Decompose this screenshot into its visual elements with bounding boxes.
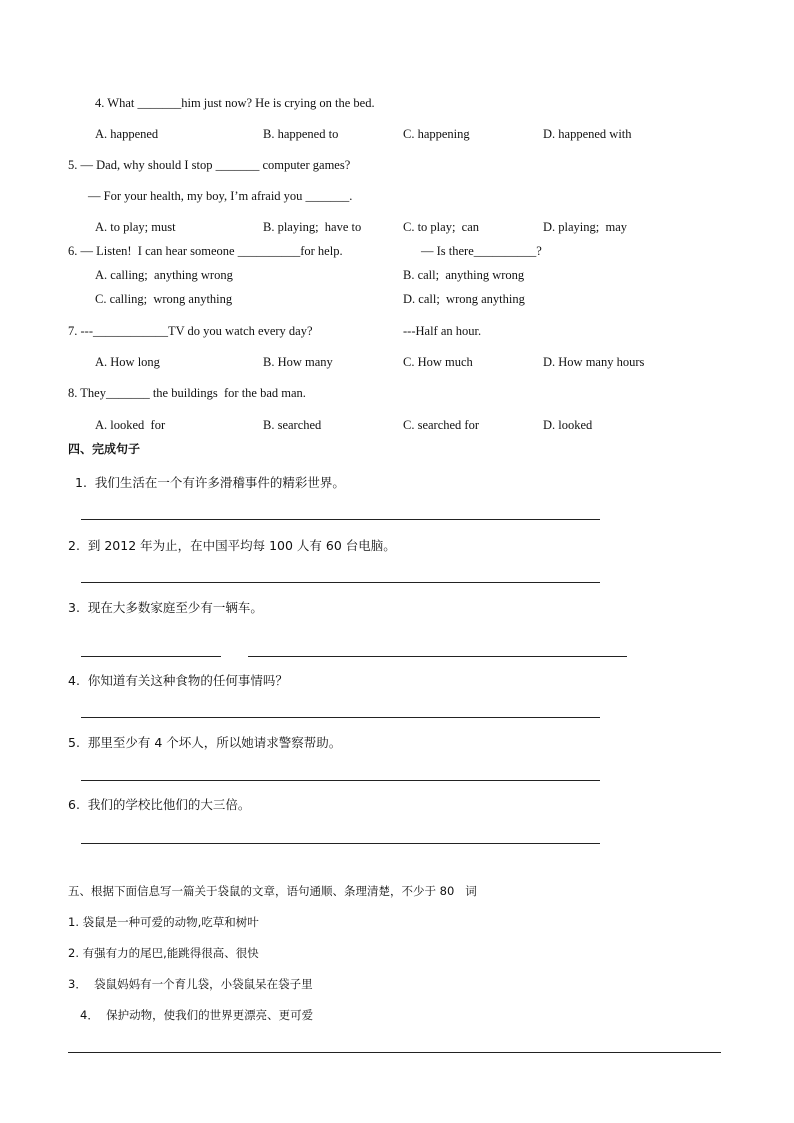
question-4-option-c: C. happening — [403, 127, 470, 141]
question-7-option-d: D. How many hours — [543, 355, 645, 369]
sentence-item-1: 1. 我们生活在一个有许多滑稽事件的精彩世界。 — [75, 475, 345, 490]
answer-line-2[interactable] — [81, 582, 600, 583]
question-7-option-a: A. How long — [95, 355, 160, 369]
answer-line-1[interactable] — [81, 519, 600, 520]
sentence-item-4: 4. 你知道有关这种食物的任何事情吗？ — [68, 673, 288, 688]
question-8-option-c: C. searched for — [403, 418, 480, 432]
info-item-4: 4． 保护动物，使我们的世界更漂亮、更可爱 — [80, 1008, 314, 1022]
question-5-option-c: C. to play; can — [403, 220, 480, 234]
question-5-stem: 5. — Dad, why should I stop _______ computer games? — [68, 158, 351, 172]
answer-line-4[interactable] — [81, 717, 600, 718]
question-5-option-d: D. playing; may — [543, 220, 628, 234]
question-6-option-c: C. calling; wrong anything — [95, 292, 233, 306]
question-8-stem: 8. They_______ the buildings for the bad man. — [68, 386, 306, 400]
question-5-option-b: B. playing; have to — [263, 220, 362, 234]
question-4-stem: 4. What _______him just now? He is crying on the bed. — [95, 96, 375, 110]
question-6-option-b: B. call; anything wrong — [403, 268, 525, 282]
question-8-option-b: B. searched — [263, 418, 322, 432]
sentence-item-3: 3. 现在大多数家庭至少有一辆车。 — [68, 600, 263, 615]
question-7-option-c: C. How much — [403, 355, 473, 369]
question-6-option-a: A. calling; anything wrong — [95, 268, 233, 282]
question-8-option-d: D. looked — [543, 418, 593, 432]
section-4-title: 四、完成句子 — [68, 442, 141, 456]
question-5-option-a: A. to play; must — [95, 220, 176, 234]
info-item-3: 3． 袋鼠妈妈有一个育儿袋，小袋鼠呆在袋子里 — [68, 977, 313, 991]
answer-line-5[interactable] — [81, 780, 600, 781]
question-4-option-a: A. happened — [95, 127, 159, 141]
info-item-2: 2. 有强有力的尾巴,能跳得很高、很快 — [68, 946, 259, 960]
writing-line-1[interactable] — [68, 1052, 721, 1053]
sentence-item-2: 2. 到 2012 年为止，在中国平均每 100 人有 60 台电脑。 — [68, 538, 396, 553]
question-6-reply: — Is there__________? — [421, 244, 542, 258]
question-4-option-d: D. happened with — [543, 127, 632, 141]
question-6-option-d: D. call; wrong anything — [403, 292, 525, 306]
sentence-item-6: 6. 我们的学校比他们的大三倍。 — [68, 797, 251, 812]
info-item-1: 1. 袋鼠是一种可爱的动物,吃草和树叶 — [68, 915, 259, 929]
answer-line-3b[interactable] — [248, 656, 627, 657]
question-7-stem: 7. ---____________TV do you watch every day? — [68, 324, 313, 338]
question-5-reply: — For your health, my boy, I’m afraid you _______. — [88, 189, 353, 203]
question-8-option-a: A. looked for — [95, 418, 166, 432]
sentence-item-5: 5. 那里至少有 4 个坏人，所以她请求警察帮助。 — [68, 735, 342, 750]
question-7-option-b: B. How many — [263, 355, 333, 369]
answer-line-6[interactable] — [81, 843, 600, 844]
answer-line-3a[interactable] — [81, 656, 221, 657]
question-6-stem: 6. — Listen! I can hear someone __________for help. — [68, 244, 343, 258]
question-7-reply: ---Half an hour. — [403, 324, 482, 338]
section-5-title: 五、根据下面信息写一篇关于袋鼠的文章，语句通顺、条理清楚，不少于 80 词 — [68, 884, 477, 898]
question-4-option-b: B. happened to — [263, 127, 339, 141]
